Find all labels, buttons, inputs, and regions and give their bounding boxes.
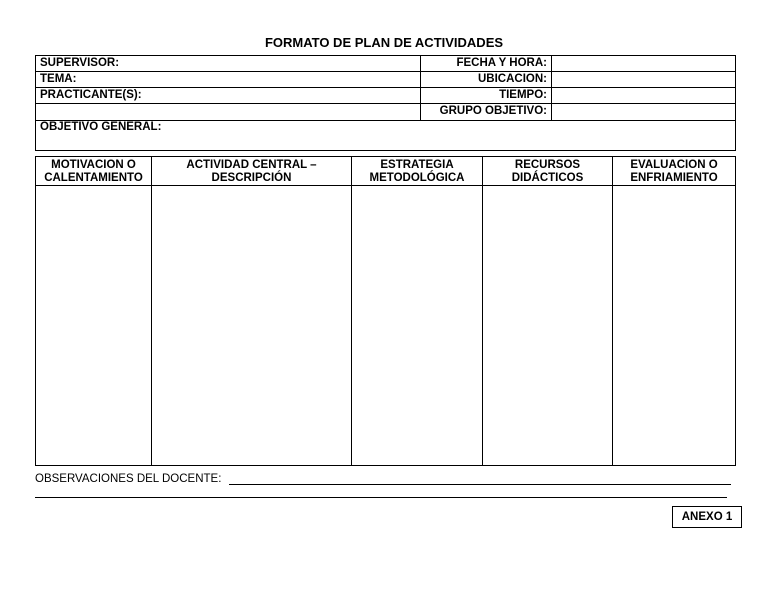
tiempo-field[interactable] — [552, 88, 735, 103]
header-line: DIDÁCTICOS — [511, 171, 584, 184]
column-header-recursos — [483, 157, 612, 186]
header-line: DESCRIPCIÓN — [211, 171, 292, 184]
grupo-objetivo-label: GRUPO OBJETIVO: — [439, 105, 547, 117]
column-header-motivacion — [36, 157, 151, 186]
recursos-field[interactable] — [483, 186, 612, 465]
column-header-estrategia — [352, 157, 482, 186]
tiempo-label: TIEMPO: — [499, 89, 547, 101]
observaciones-line[interactable] — [35, 497, 727, 498]
header-line: MOTIVACION O — [51, 158, 136, 171]
supervisor-label: SUPERVISOR: — [40, 57, 120, 69]
column-divider — [420, 56, 421, 120]
observaciones-line[interactable] — [229, 484, 731, 485]
estrategia-field[interactable] — [352, 186, 482, 465]
header-line: ENFRIAMIENTO — [630, 171, 718, 184]
tema-label: TEMA: — [40, 73, 77, 85]
anexo-box: ANEXO 1 — [672, 506, 742, 528]
grupo-objetivo-field[interactable] — [552, 104, 735, 120]
evaluacion-field[interactable] — [613, 186, 735, 465]
motivacion-field[interactable] — [36, 186, 151, 465]
ubicacion-field[interactable] — [552, 72, 735, 87]
observaciones-label: OBSERVACIONES DEL DOCENTE: — [35, 473, 222, 485]
ubicacion-label: UBICACION: — [478, 73, 547, 85]
activities-table — [35, 156, 736, 466]
column-header-evaluacion — [613, 157, 735, 186]
info-table — [35, 55, 736, 151]
header-line: ESTRATEGIA — [380, 158, 454, 171]
header-line: ACTIVIDAD CENTRAL – — [186, 158, 317, 171]
fecha-hora-label: FECHA Y HORA: — [456, 57, 547, 69]
practicante-label: PRACTICANTE(S): — [40, 89, 142, 101]
header-line: RECURSOS — [514, 158, 581, 171]
header-line: EVALUACION O — [630, 158, 718, 171]
objetivo-general-field[interactable] — [36, 121, 735, 150]
objetivo-general-label: OBJETIVO GENERAL: — [40, 121, 162, 133]
column-header-actividad-central — [152, 157, 351, 186]
form-title: FORMATO DE PLAN DE ACTIVIDADES — [264, 35, 504, 50]
actividad-central-field[interactable] — [152, 186, 351, 465]
header-line: CALENTAMIENTO — [44, 171, 143, 184]
fecha-hora-field[interactable] — [552, 56, 735, 71]
header-line: METODOLÓGICA — [369, 171, 465, 184]
